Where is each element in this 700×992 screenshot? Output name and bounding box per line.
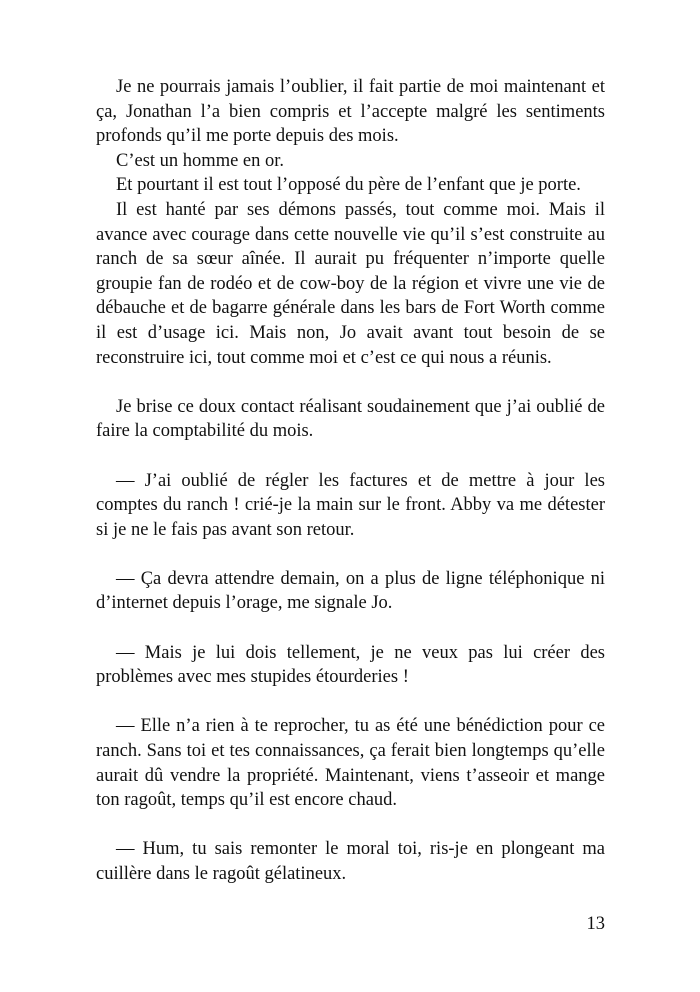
dialogue-paragraph: — Ça devra attendre demain, on a plus de ligne téléphonique ni d’internet depuis l’orage, me signale Jo. [96, 568, 605, 614]
paragraph: Et pourtant il est tout l’opposé du père de l’enfant que je porte. [116, 175, 581, 196]
page-body [96, 75, 605, 887]
dialogue-paragraph: — Hum, tu sais remonter le moral toi, ris-je en plongeant ma cuillère dans le ragoût gélatineux. [96, 839, 605, 884]
dialogue-paragraph: — Mais je lui dois tellement, je ne veux pas lui créer des problèmes avec mes stupides étourderies ! [96, 642, 605, 688]
paragraph: C’est un homme en or. [116, 150, 285, 171]
dialogue-paragraph: — J’ai oublié de régler les factures et de mettre à jour les comptes du ranch ! crié-je la main sur le front. Abby va me détester si je ne le fais pas avant son retour. [96, 470, 605, 540]
paragraph: Je ne pourrais jamais l’oublier, il fait partie de moi maintenant et ça, Jonathan l’a bien compris et l’accepte malgré les sentiments profonds qu’il me porte depuis des mois. [96, 77, 605, 147]
paragraph: Il est hanté par ses démons passés, tout comme moi. Mais il avance avec courage dans cette nouvelle vie qu’il s’est construite au ranch de sa sœur aînée. Il aurait pu fréquenter n’importe quelle groupie fan de rodéo et de cow-boy de la région et vivre une vie de débauche et de bagarre générale dans les bars de Fort Worth comme il est d’usage ici. Mais non, Jo avait avant tout besoin de se reconstruire ici, tout comme moi et c’est ce qui nous a réunis. [96, 199, 605, 368]
page-number: 13 [586, 914, 605, 934]
paragraph: Je brise ce doux contact réalisant soudainement que j’ai oublié de faire la comptabilité du mois. [96, 396, 605, 442]
dialogue-paragraph: — Elle n’a rien à te reprocher, tu as été une bénédiction pour ce ranch. Sans toi et tes connaissances, ça ferait bien longtemps qu’elle aurait dû vendre la propriété. Maintenant, viens t’asseoir et mange ton ragoût, temps qu’il est encore chaud. [96, 716, 605, 811]
